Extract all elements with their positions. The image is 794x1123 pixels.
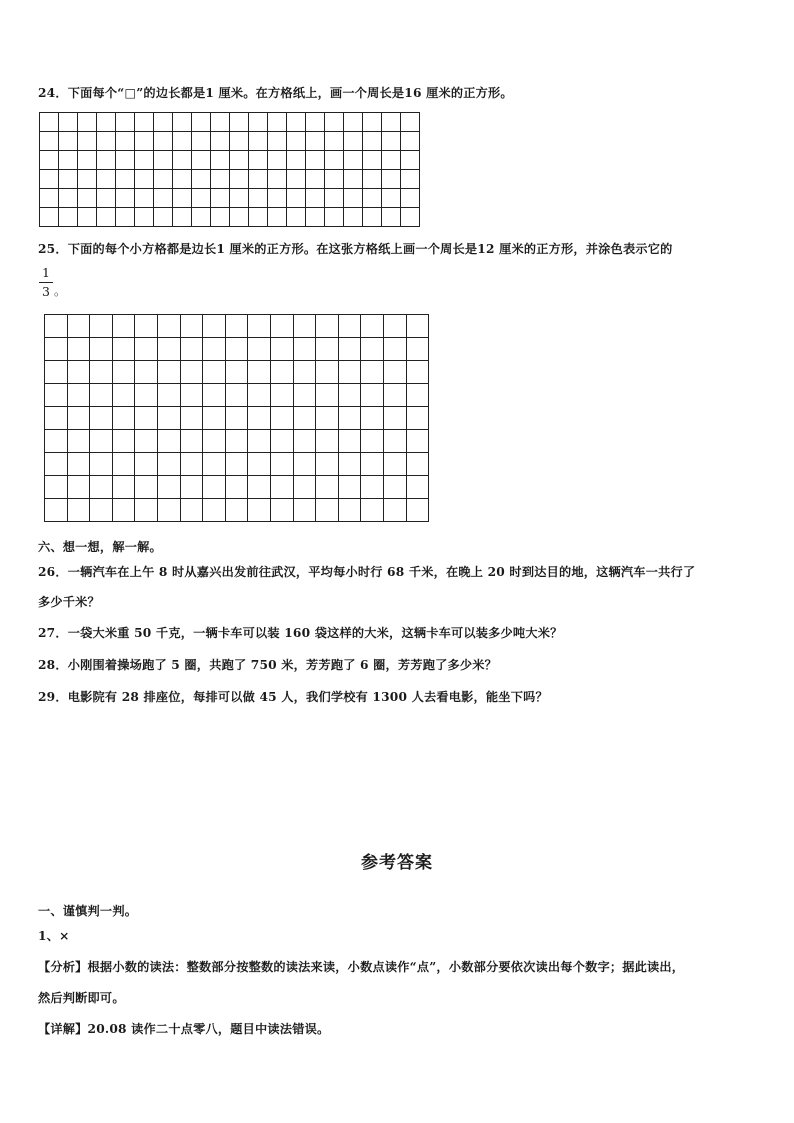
grid-cell	[306, 113, 325, 132]
grid-cell	[135, 430, 158, 453]
grid-cell	[248, 407, 271, 430]
grid-cell	[113, 476, 136, 499]
grid-cell	[97, 208, 116, 227]
grid-cell	[90, 315, 113, 338]
grid-cell	[384, 453, 407, 476]
grid-cell	[59, 113, 78, 132]
grid-cell	[382, 170, 401, 189]
grid-cell	[249, 113, 268, 132]
grid-cell	[226, 430, 249, 453]
grid-cell	[45, 315, 68, 338]
grid-cell	[306, 132, 325, 151]
grid-cell	[382, 189, 401, 208]
grid-cell	[361, 476, 384, 499]
grid-cell	[271, 430, 294, 453]
grid-cell	[154, 132, 173, 151]
grid-cell	[173, 113, 192, 132]
section-6-title: 六、想一想，解一解。	[38, 540, 162, 554]
grid-cell	[116, 208, 135, 227]
grid-cell	[158, 338, 181, 361]
grid-cell	[271, 338, 294, 361]
grid-cell	[135, 361, 158, 384]
grid-cell	[45, 453, 68, 476]
grid-cell	[135, 407, 158, 430]
grid-cell	[90, 476, 113, 499]
grid-cell	[97, 132, 116, 151]
grid-cell	[268, 208, 287, 227]
grid-cell	[248, 338, 271, 361]
grid-cell	[401, 113, 420, 132]
grid-cell	[59, 132, 78, 151]
grid-cell	[181, 361, 204, 384]
grid-cell	[306, 151, 325, 170]
grid-cell	[68, 407, 91, 430]
grid-cell	[339, 338, 362, 361]
grid-cell	[113, 315, 136, 338]
grid-cell	[339, 499, 362, 522]
grid-cell	[339, 476, 362, 499]
grid-cell	[344, 170, 363, 189]
grid-cell	[68, 499, 91, 522]
grid-cell	[97, 189, 116, 208]
question-29: 29．电影院有 28 排座位，每排可以做 45 人，我们学校有 1300 人去看电影，能坐下吗？	[38, 690, 548, 704]
grid-cell	[230, 208, 249, 227]
grid-cell	[116, 170, 135, 189]
grid-cell	[407, 384, 430, 407]
grid-cell	[192, 189, 211, 208]
grid-cell	[203, 315, 226, 338]
grid-cell	[192, 208, 211, 227]
grid-cell	[268, 170, 287, 189]
grid-cell	[181, 338, 204, 361]
grid-cell	[325, 170, 344, 189]
grid-cell	[113, 499, 136, 522]
grid-cell	[294, 476, 317, 499]
grid-cell	[203, 453, 226, 476]
grid-cell	[135, 499, 158, 522]
grid-cell	[78, 132, 97, 151]
grid-cell	[135, 338, 158, 361]
grid-cell	[181, 499, 204, 522]
grid-cell	[211, 189, 230, 208]
grid-cell	[135, 208, 154, 227]
grid-cell	[401, 170, 420, 189]
grid-cell	[203, 361, 226, 384]
grid-cell	[306, 170, 325, 189]
grid-cell	[135, 170, 154, 189]
grid-cell	[135, 315, 158, 338]
grid-cell	[248, 499, 271, 522]
answer-analysis-line1: 【分析】根据小数的读法：整数部分按整数的读法来读，小数点读作“点”，小数部分要依次读出每个数字；据此读出，	[38, 960, 685, 974]
grid-cell	[382, 113, 401, 132]
grid-cell	[339, 407, 362, 430]
grid-cell	[68, 338, 91, 361]
grid-cell	[203, 499, 226, 522]
grid-cell	[181, 315, 204, 338]
grid-cell	[230, 151, 249, 170]
grid-cell	[316, 338, 339, 361]
grid-cell	[271, 407, 294, 430]
grid-cell	[316, 430, 339, 453]
question-25: 25．下面的每个小方格都是边长1 厘米的正方形。在这张方格纸上画一个周长是12 厘米的正方形，并涂色表示它的	[38, 242, 673, 256]
grid-cell	[316, 384, 339, 407]
grid-cell	[306, 208, 325, 227]
grid-cell	[316, 476, 339, 499]
grid-cell	[113, 338, 136, 361]
grid-cell	[384, 407, 407, 430]
square-grid-24	[39, 112, 420, 227]
grid-cell	[287, 208, 306, 227]
grid-cell	[316, 407, 339, 430]
grid-cell	[40, 113, 59, 132]
grid-cell	[211, 170, 230, 189]
grid-cell	[401, 132, 420, 151]
grid-cell	[271, 499, 294, 522]
grid-cell	[211, 151, 230, 170]
grid-cell	[113, 453, 136, 476]
grid-cell	[78, 189, 97, 208]
grid-cell	[90, 407, 113, 430]
grid-cell	[78, 170, 97, 189]
grid-cell	[401, 208, 420, 227]
grid-cell	[407, 476, 430, 499]
question-26-line1: 26．一辆汽车在上午 8 时从嘉兴出发前往武汉，平均每小时行 68 千米，在晚上 20 时到达目的地，这辆汽车一共行了	[38, 565, 696, 579]
grid-cell	[181, 384, 204, 407]
grid-cell	[158, 430, 181, 453]
grid-cell	[271, 453, 294, 476]
grid-cell	[40, 132, 59, 151]
grid-cell	[97, 113, 116, 132]
grid-cell	[382, 132, 401, 151]
grid-cell	[192, 113, 211, 132]
grid-cell	[294, 499, 317, 522]
grid-cell	[97, 151, 116, 170]
square-grid-25	[44, 314, 429, 522]
grid-cell	[158, 361, 181, 384]
grid-cell	[135, 151, 154, 170]
grid-cell	[203, 338, 226, 361]
answer-analysis-line2: 然后判断即可。	[38, 991, 125, 1005]
grid-cell	[90, 453, 113, 476]
grid-cell	[192, 151, 211, 170]
fraction-one-third	[39, 264, 53, 300]
grid-cell	[158, 407, 181, 430]
grid-cell	[68, 315, 91, 338]
grid-cell	[407, 499, 430, 522]
grid-cell	[271, 361, 294, 384]
grid-cell	[135, 132, 154, 151]
grid-cell	[407, 453, 430, 476]
grid-cell	[226, 384, 249, 407]
grid-cell	[344, 151, 363, 170]
grid-cell	[192, 132, 211, 151]
grid-cell	[59, 151, 78, 170]
grid-cell	[268, 151, 287, 170]
grid-cell	[78, 113, 97, 132]
grid-cell	[211, 132, 230, 151]
grid-cell	[287, 151, 306, 170]
grid-cell	[59, 189, 78, 208]
grid-cell	[384, 384, 407, 407]
grid-cell	[226, 476, 249, 499]
grid-cell	[135, 453, 158, 476]
grid-cell	[294, 453, 317, 476]
grid-cell	[339, 430, 362, 453]
grid-cell	[45, 430, 68, 453]
grid-cell	[294, 361, 317, 384]
fraction-suffix: 。	[54, 284, 67, 298]
grid-cell	[294, 315, 317, 338]
grid-cell	[248, 361, 271, 384]
grid-cell	[407, 315, 430, 338]
grid-cell	[249, 170, 268, 189]
grid-cell	[158, 384, 181, 407]
grid-cell	[68, 361, 91, 384]
grid-cell	[116, 151, 135, 170]
grid-cell	[325, 189, 344, 208]
grid-cell	[203, 384, 226, 407]
grid-cell	[40, 170, 59, 189]
grid-cell	[344, 113, 363, 132]
grid-cell	[45, 384, 68, 407]
answer-item-1: 1、×	[38, 929, 70, 943]
grid-cell	[59, 208, 78, 227]
grid-cell	[401, 189, 420, 208]
grid-cell	[382, 208, 401, 227]
grid-cell	[226, 338, 249, 361]
grid-cell	[316, 361, 339, 384]
grid-cell	[90, 338, 113, 361]
grid-cell	[325, 208, 344, 227]
grid-cell	[78, 208, 97, 227]
grid-cell	[384, 361, 407, 384]
grid-cell	[363, 151, 382, 170]
grid-cell	[271, 384, 294, 407]
grid-cell	[181, 476, 204, 499]
grid-cell	[339, 453, 362, 476]
grid-cell	[90, 384, 113, 407]
grid-cell	[97, 170, 116, 189]
grid-cell	[287, 132, 306, 151]
grid-cell	[116, 113, 135, 132]
grid-cell	[203, 476, 226, 499]
grid-cell	[135, 384, 158, 407]
grid-cell	[316, 499, 339, 522]
grid-cell	[316, 315, 339, 338]
grid-cell	[45, 338, 68, 361]
grid-cell	[230, 170, 249, 189]
grid-cell	[173, 189, 192, 208]
question-27: 27．一袋大米重 50 千克，一辆卡车可以装 160 袋这样的大米，这辆卡车可以装多少吨大米？	[38, 626, 563, 640]
grid-cell	[363, 208, 382, 227]
grid-cell	[325, 132, 344, 151]
grid-cell	[135, 113, 154, 132]
grid-cell	[158, 476, 181, 499]
grid-cell	[226, 407, 249, 430]
grid-cell	[154, 113, 173, 132]
grid-cell	[173, 132, 192, 151]
grid-cell	[211, 113, 230, 132]
grid-cell	[116, 132, 135, 151]
grid-cell	[344, 132, 363, 151]
grid-cell	[154, 151, 173, 170]
grid-cell	[287, 189, 306, 208]
grid-cell	[45, 361, 68, 384]
fraction-denominator: 3	[42, 284, 50, 299]
grid-cell	[116, 189, 135, 208]
grid-cell	[248, 476, 271, 499]
grid-cell	[344, 189, 363, 208]
grid-cell	[363, 189, 382, 208]
grid-cell	[382, 151, 401, 170]
grid-cell	[384, 476, 407, 499]
grid-cell	[363, 113, 382, 132]
grid-cell	[68, 384, 91, 407]
grid-cell	[181, 453, 204, 476]
grid-cell	[158, 453, 181, 476]
grid-cell	[230, 113, 249, 132]
grid-cell	[40, 208, 59, 227]
grid-cell	[306, 189, 325, 208]
grid-cell	[361, 338, 384, 361]
grid-cell	[226, 499, 249, 522]
grid-cell	[154, 189, 173, 208]
grid-cell	[203, 407, 226, 430]
grid-cell	[45, 499, 68, 522]
grid-cell	[384, 338, 407, 361]
grid-cell	[384, 315, 407, 338]
grid-cell	[287, 113, 306, 132]
grid-cell	[268, 132, 287, 151]
grid-cell	[384, 430, 407, 453]
grid-cell	[361, 384, 384, 407]
grid-cell	[181, 407, 204, 430]
grid-cell	[339, 384, 362, 407]
grid-cell	[192, 170, 211, 189]
grid-cell	[361, 499, 384, 522]
grid-cell	[294, 407, 317, 430]
grid-cell	[113, 407, 136, 430]
grid-cell	[59, 170, 78, 189]
answer-detail: 【详解】20.08 读作二十点零八，题目中读法错误。	[38, 1022, 330, 1036]
grid-cell	[68, 476, 91, 499]
grid-cell	[113, 361, 136, 384]
grid-cell	[230, 189, 249, 208]
grid-cell	[249, 151, 268, 170]
grid-cell	[407, 407, 430, 430]
grid-cell	[363, 132, 382, 151]
question-24: 24．下面每个“□”的边长都是1 厘米。在方格纸上，画一个周长是16 厘米的正方形。	[38, 86, 513, 100]
grid-cell	[45, 407, 68, 430]
grid-cell	[135, 189, 154, 208]
grid-cell	[325, 113, 344, 132]
grid-cell	[407, 430, 430, 453]
grid-cell	[90, 499, 113, 522]
fraction-numerator: 1	[39, 264, 53, 283]
grid-cell	[344, 208, 363, 227]
grid-cell	[407, 361, 430, 384]
grid-cell	[173, 151, 192, 170]
grid-cell	[294, 338, 317, 361]
grid-cell	[294, 430, 317, 453]
grid-cell	[361, 430, 384, 453]
grid-cell	[339, 361, 362, 384]
grid-cell	[361, 315, 384, 338]
grid-cell	[249, 189, 268, 208]
grid-cell	[248, 453, 271, 476]
grid-cell	[203, 430, 226, 453]
grid-cell	[401, 151, 420, 170]
grid-cell	[271, 476, 294, 499]
question-26-line2: 多少千米？	[38, 595, 100, 609]
question-28: 28．小刚围着操场跑了 5 圈，共跑了 750 米，芳芳跑了 6 圈，芳芳跑了多少米？	[38, 658, 498, 672]
grid-cell	[181, 430, 204, 453]
grid-cell	[158, 315, 181, 338]
grid-cell	[173, 170, 192, 189]
grid-cell	[248, 430, 271, 453]
grid-cell	[361, 453, 384, 476]
grid-cell	[248, 384, 271, 407]
grid-cell	[361, 407, 384, 430]
grid-cell	[316, 453, 339, 476]
grid-cell	[268, 113, 287, 132]
grid-cell	[90, 361, 113, 384]
grid-cell	[45, 476, 68, 499]
grid-cell	[40, 151, 59, 170]
grid-cell	[407, 338, 430, 361]
grid-cell	[226, 361, 249, 384]
grid-cell	[361, 361, 384, 384]
grid-cell	[158, 499, 181, 522]
grid-cell	[226, 315, 249, 338]
grid-cell	[271, 315, 294, 338]
answers-title: 参考答案	[361, 853, 433, 873]
grid-cell	[249, 132, 268, 151]
grid-cell	[294, 384, 317, 407]
grid-cell	[325, 151, 344, 170]
grid-cell	[249, 208, 268, 227]
grid-cell	[248, 315, 271, 338]
grid-cell	[90, 430, 113, 453]
grid-cell	[363, 170, 382, 189]
grid-cell	[113, 384, 136, 407]
grid-cell	[211, 208, 230, 227]
grid-cell	[40, 189, 59, 208]
grid-cell	[384, 499, 407, 522]
grid-cell	[154, 208, 173, 227]
grid-cell	[339, 315, 362, 338]
answers-section-1: 一、谨慎判一判。	[38, 904, 138, 918]
grid-cell	[78, 151, 97, 170]
grid-cell	[154, 170, 173, 189]
grid-cell	[230, 132, 249, 151]
grid-cell	[135, 476, 158, 499]
grid-cell	[287, 170, 306, 189]
grid-cell	[173, 208, 192, 227]
grid-cell	[268, 189, 287, 208]
grid-cell	[226, 453, 249, 476]
grid-cell	[113, 430, 136, 453]
grid-cell	[68, 430, 91, 453]
grid-cell	[68, 453, 91, 476]
